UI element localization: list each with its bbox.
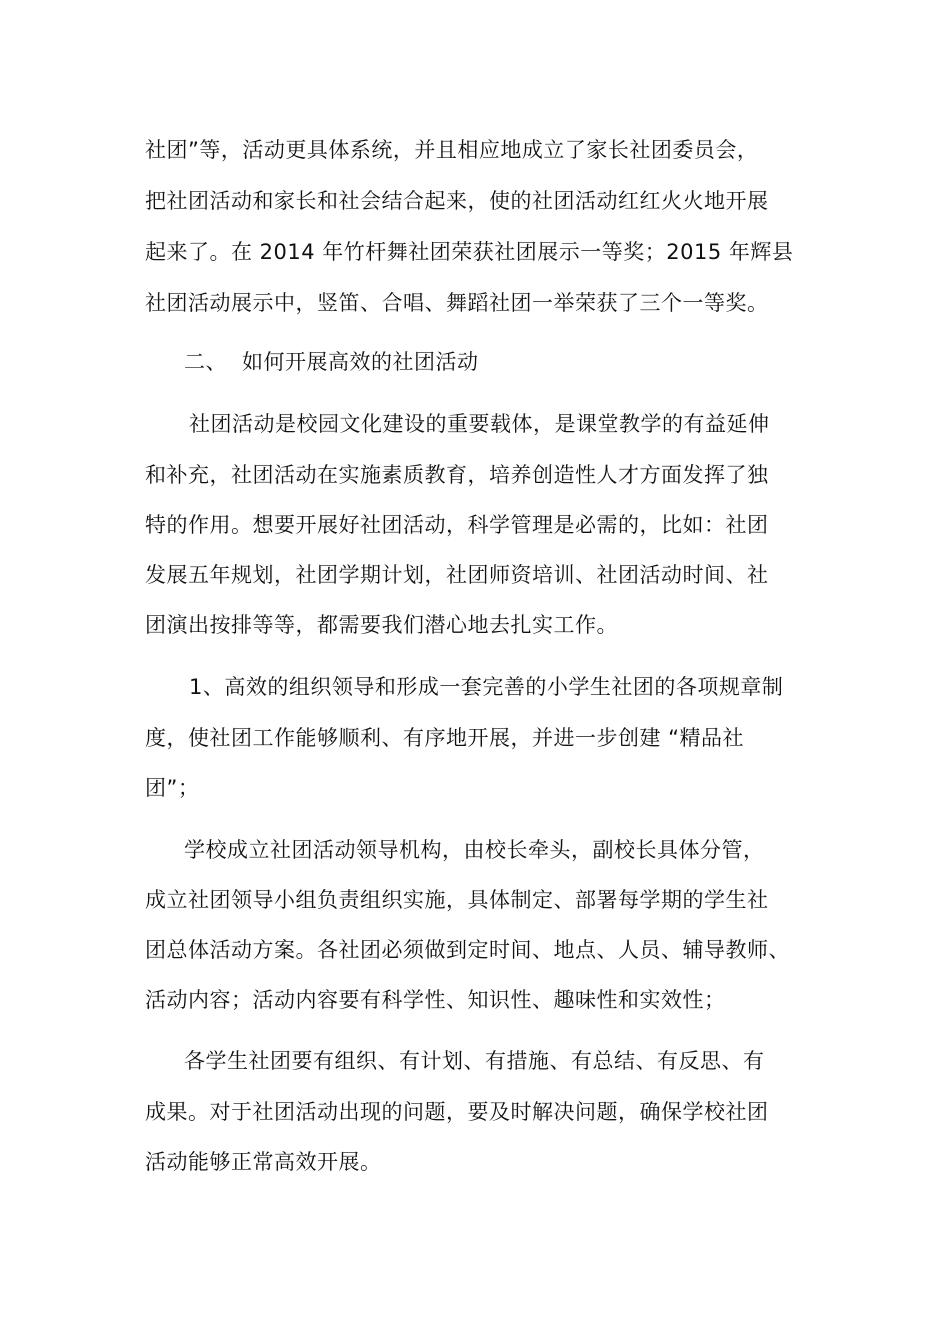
paragraph-1-line-2: 把社团活动和家长和社会结合起来，使的社团活动红红火火地开展 xyxy=(145,189,769,213)
paragraph-3-line-2: 度，使社团工作能够顺利、有序地开展，并进一步创建 “精品社 xyxy=(145,726,745,750)
paragraph-2-line-5: 团演出按排等等，都需要我们潜心地去扎实工作。 xyxy=(145,613,618,637)
section-heading-title: 如何开展高效的社团活动 xyxy=(242,350,479,374)
paragraph-4-line-2: 成立社团领导小组负责组织实施，具体制定、部署每学期的学生社 xyxy=(145,888,769,912)
paragraph-4-line-3: 团总体活动方案。各社团必须做到定时间、地点、人员、辅导教师、 xyxy=(145,938,790,962)
paragraph-2-line-4: 发展五年规划，社团学期计划，社团师资培训、社团活动时间、社 xyxy=(145,563,769,587)
paragraph-2-line-3: 特的作用。想要开展好社团活动，科学管理是必需的，比如：社团 xyxy=(145,513,769,537)
paragraph-5-line-3: 活动能够正常高效开展。 xyxy=(145,1150,382,1174)
paragraph-2-line-2: 和补充，社团活动在实施素质教育，培养创造性人才方面发挥了独 xyxy=(145,463,769,487)
paragraph-1-line-1: 社团”等，活动更具体系统，并且相应地成立了家长社团委员会， xyxy=(145,138,759,162)
paragraph-2-line-1: 社团活动是校园文化建设的重要载体，是课堂教学的有益延伸 xyxy=(189,412,770,436)
paragraph-4-line-1: 学校成立社团活动领导机构，由校长牵头，副校长具体分管， xyxy=(184,838,765,862)
paragraph-1-line-3: 起来了。在 2014 年竹杆舞社团荣获社团展示一等奖；2015 年辉县 xyxy=(145,240,794,264)
section-heading-number: 二、 xyxy=(184,350,227,374)
paragraph-3-line-1: 1、高效的组织领导和形成一套完善的小学生社团的各项规章制 xyxy=(189,675,784,699)
paragraph-5-line-1: 各学生社团要有组织、有计划、有措施、有总结、有反思、有 xyxy=(184,1049,765,1073)
paragraph-3-line-3: 团”； xyxy=(145,776,200,800)
paragraph-1-line-4: 社团活动展示中，竖笛、合唱、舞蹈社团一举荣获了三个一等奖。 xyxy=(145,291,769,315)
paragraph-4-line-4: 活动内容；活动内容要有科学性、知识性、趣味性和实效性； xyxy=(145,988,726,1012)
paragraph-5-line-2: 成果。对于社团活动出现的问题，要及时解决问题，确保学校社团 xyxy=(145,1100,769,1124)
